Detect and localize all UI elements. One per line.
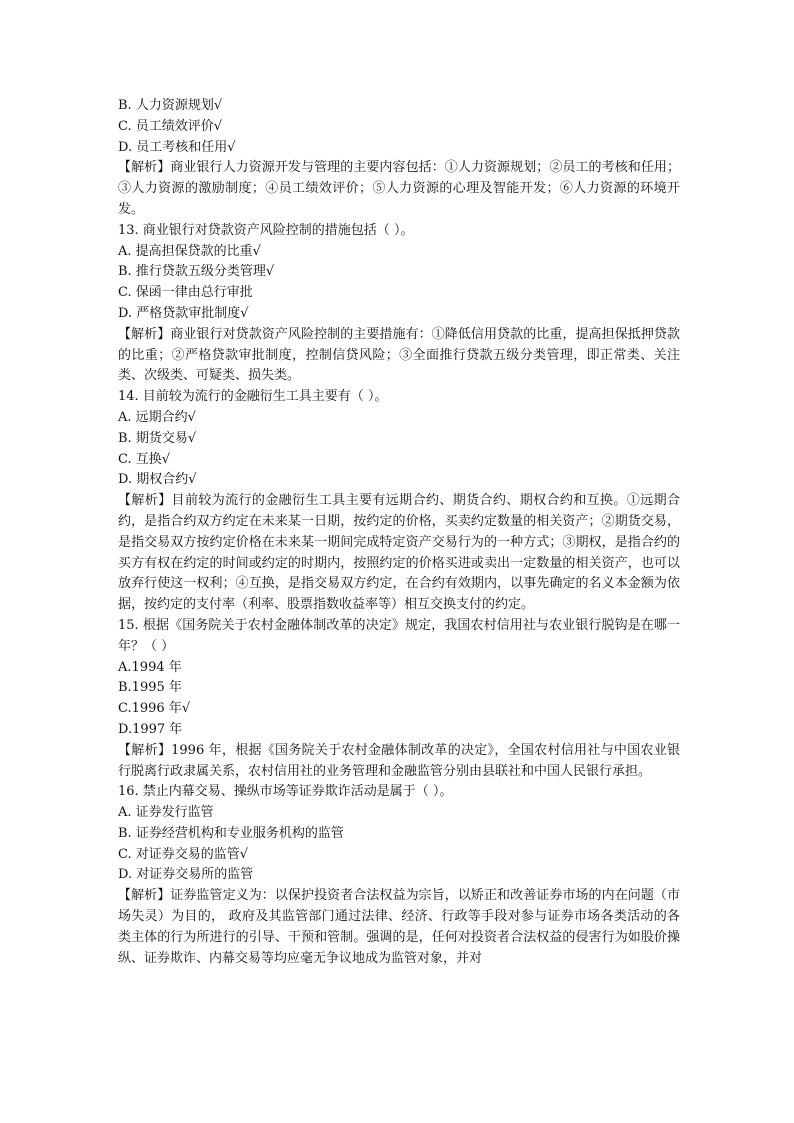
option-line: B. 推行贷款五级分类管理√: [118, 264, 275, 280]
option-line: D.1997 年: [118, 721, 183, 737]
option-line: B.1995 年: [118, 680, 182, 696]
option-line: B. 人力资源规划√: [118, 98, 223, 113]
option-line: C. 互换√: [118, 451, 171, 467]
option-line: A. 提高担保贷款的比重√: [118, 243, 261, 259]
option-line: D. 员工考核和任用√: [118, 139, 236, 155]
option-line: D. 期权合约√: [118, 472, 197, 488]
option-line: C. 保函一律由总行审批: [118, 285, 253, 301]
analysis-paragraph: 【解析】证券监管定义为：以保护投资者合法权益为宗旨，以矫正和改善证券市场的内在问题（市场失灵）为目的， 政府及其监管部门通过法律、经济、行政等手段对参与证券市场各类活动的各类主体的行为所进行的引导、干预和管制。强调的是，任何对投资者合法权益的侵害行为如股价操纵、证券欺诈、内幕交易等均应毫无争议地成为监管对象，并对: [118, 888, 680, 966]
question-15: 15. 根据《国务院关于农村金融体制改革的决定》规定，我国农村信用社与农业银行脱钩是在哪一年？（ ）: [118, 617, 680, 654]
question-14: 14. 目前较为流行的金融衍生工具主要有（ ）。: [118, 389, 388, 405]
option-line: D. 对证券交易所的监管: [118, 867, 254, 883]
option-line: D. 严格贷款审批制度√: [118, 305, 249, 321]
option-line: C.1996 年√: [118, 701, 191, 717]
analysis-paragraph: 【解析】商业银行人力资源开发与管理的主要内容包括：①人力资源规划；②员工的考核和任用；③人力资源的激励制度；④员工绩效评价；⑤人力资源的心理及智能开发；⑥人力资源的环境开发。: [118, 160, 680, 217]
question-13: 13. 商业银行对贷款资产风险控制的措施包括（ ）。: [118, 222, 414, 238]
option-line: C. 员工绩效评价√: [118, 118, 223, 134]
analysis-paragraph: 【解析】1996 年，根据《国务院关于农村金融体制改革的决定》，全国农村信用社与中国农业银行脱离行政隶属关系，农村信用社的业务管理和金融监管分别由县联社和中国人民银行承担。: [118, 742, 680, 779]
option-line: B. 期货交易√: [118, 430, 197, 446]
analysis-paragraph: 【解析】目前较为流行的金融衍生工具主要有远期合约、期货合约、期权合约和互换。①远期合约，是指合约双方约定在未来某一日期，按约定的价格，买卖约定数量的相关资产；②期货交易，是指交易双方按约定价格在未来某一期间完成特定资产交易行为的一种方式；③期权，是指合约的买方有权在约定的时间或约定的时期内，按照约定的价格买进或卖出一定数量的相关资产，也可以放弃行使这一权利；④互换，是指交易双方约定，在合约有效期内，以事先确定的名义本金额为依据，按约定的支付率（利率、股票指数收益率等）相互交换支付的约定。: [118, 493, 680, 613]
option-line: B. 证券经营机构和专业服务机构的监管: [118, 825, 344, 841]
document-page: [118, 96, 680, 969]
option-line: C. 对证券交易的监管√: [118, 846, 249, 862]
question-16: 16. 禁止内幕交易、操纵市场等证券欺诈活动是属于（ ）。: [118, 784, 453, 800]
option-line: A. 证券发行监管: [118, 805, 214, 821]
option-line: A.1994 年: [118, 659, 182, 675]
option-line: A. 远期合约√: [118, 409, 196, 425]
analysis-paragraph: 【解析】商业银行对贷款资产风险控制的主要措施有：①降低信用贷款的比重，提高担保抵押贷款的比重；②严格贷款审批制度，控制信贷风险；③全面推行贷款五级分类管理，即正常类、关注类、次级类、可疑类、损失类。: [118, 326, 680, 384]
